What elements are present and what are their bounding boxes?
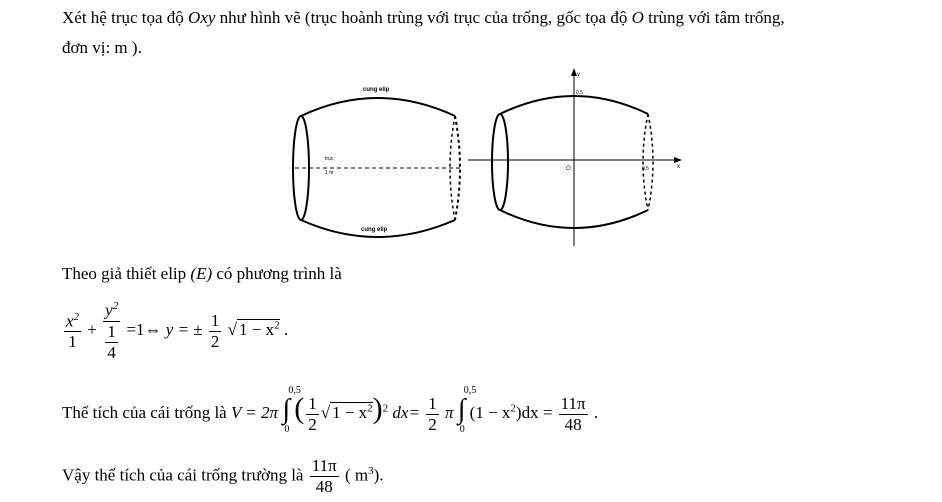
intro-var-o: O [631, 8, 644, 27]
ellipse-statement: Theo giả thiết elip (E) có phương trình là [62, 264, 342, 283]
x-axis-label: x [677, 164, 680, 170]
right-left-face [492, 114, 508, 210]
intro-text-c: trùng với tâm trống, [648, 8, 785, 27]
label-cung-elip-top: cung elip [363, 87, 390, 93]
ellipse-var: (E) [190, 264, 213, 283]
drum-figure-right [468, 64, 686, 248]
origin-label: O [566, 166, 571, 172]
volume-computation: Thể tích của cái trống là V = 2π ∫ 0,5 0 ( $\frac{1}{2}$ √ $1 - x^2)^2$ dx= $\frac{1}{2}$ π ∫ 0,5 0 $(1 - x^2)dx$ = $\frac{11\pi}{48}$ . [62, 385, 599, 435]
y-axis-label: y [577, 72, 580, 78]
label-1m: 1 m [325, 170, 334, 176]
top-elliptic-arc [301, 98, 455, 116]
intro-line-1 [62, 8, 785, 28]
right-right-face [648, 114, 653, 210]
drum-figure-left [285, 78, 470, 240]
ellipse-equation: $\frac{x^2}{1}$ + $\frac{y^2}{\frac{1}{4}}$ =1⇔ y = ± $\frac{1}{2}$ √ $1 - x^2$ . [66, 300, 289, 362]
y-tick-label: 0.5 [576, 90, 583, 96]
label-cung-elip-bottom: cung elip [361, 227, 388, 233]
intro-var-oxy: Oxy [188, 8, 216, 27]
intro-line-2: đơn vị: m ). [62, 38, 142, 57]
x-axis-arrow [674, 157, 682, 163]
label-truc: trục [325, 156, 334, 162]
intro-text-b: như hình vẽ (trục hoành trùng với trục của trống, gốc tọa độ [219, 8, 628, 27]
x-tick-label: 0.5 [642, 166, 649, 172]
intro-text-a: Xét hệ trục tọa độ [62, 8, 184, 27]
conclusion: Vậy thể tích của cái trống trường là $\frac{11\pi}{48}$ ( $m^3$). [62, 456, 384, 496]
